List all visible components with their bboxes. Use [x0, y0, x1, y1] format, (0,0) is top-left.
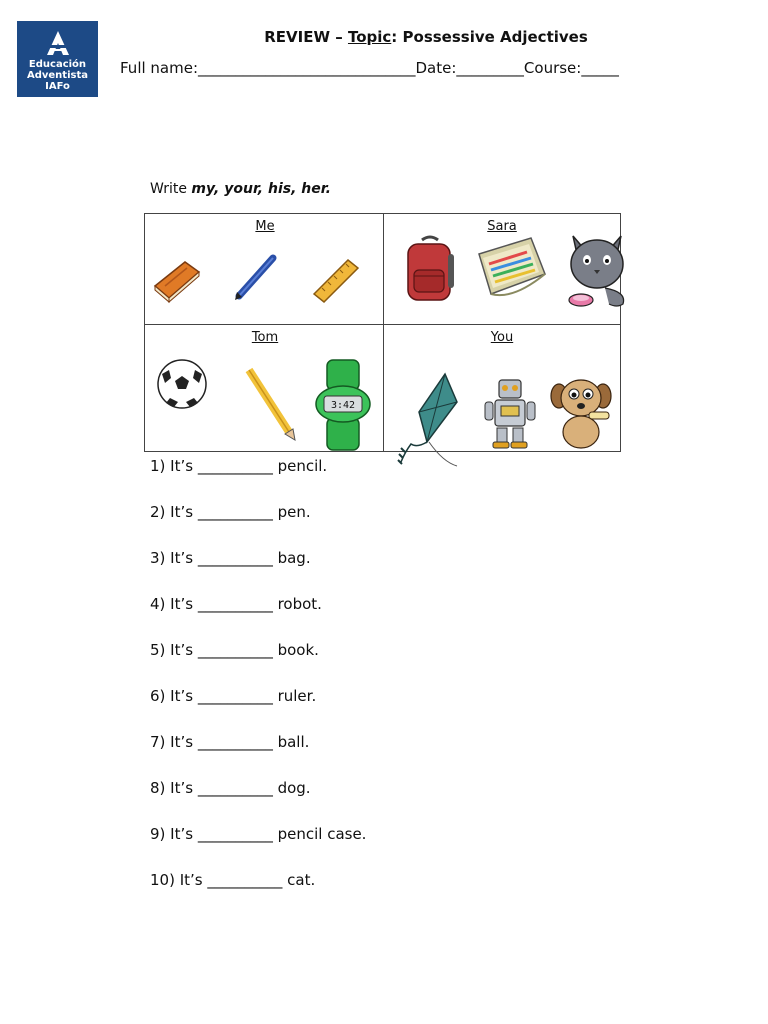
- cell-label-me: Me: [255, 219, 275, 234]
- question-item[interactable]: 4) It’s __________ robot.: [150, 595, 322, 613]
- backpack-icon: [402, 234, 458, 304]
- logo-line-3: IAFo: [45, 81, 70, 92]
- question-item[interactable]: 5) It’s __________ book.: [150, 641, 319, 659]
- watch-icon: [313, 358, 373, 452]
- question-item[interactable]: 8) It’s __________ dog.: [150, 779, 311, 797]
- question-item[interactable]: 9) It’s __________ pencil case.: [150, 825, 367, 843]
- logo-line-1: Educación: [28, 59, 87, 70]
- instruction-prefix: Write: [150, 181, 192, 197]
- instruction-words: my, your, his, her.: [191, 181, 331, 197]
- logo-line-2: Adventista: [26, 70, 88, 81]
- robot-icon: [481, 376, 539, 450]
- title-rest: : Possessive Adjectives: [391, 28, 588, 46]
- football-icon: [156, 358, 208, 410]
- picture-grid: [144, 213, 621, 452]
- school-logo: [17, 21, 98, 97]
- question-item[interactable]: 7) It’s __________ ball.: [150, 733, 310, 751]
- cell-label-tom: Tom: [251, 330, 279, 345]
- page-title: [120, 28, 732, 46]
- question-item[interactable]: 1) It’s __________ pencil.: [150, 457, 328, 475]
- book-icon: [151, 256, 203, 304]
- pencil-case-icon: [473, 234, 549, 304]
- pen-icon: [233, 252, 281, 302]
- title-prefix: REVIEW –: [264, 28, 348, 46]
- question-item[interactable]: 3) It’s __________ bag.: [150, 549, 311, 567]
- logo-a-icon: [46, 30, 70, 56]
- dog-icon: [549, 374, 613, 452]
- kite-icon: [397, 372, 463, 468]
- question-item[interactable]: 6) It’s __________ ruler.: [150, 687, 317, 705]
- ruler-icon: [310, 256, 362, 306]
- grid-divider-vertical: [383, 214, 384, 451]
- student-info-line[interactable]: Full name:_____________________________Date:_________Course:_____: [120, 59, 619, 77]
- cell-label-sara: Sara: [487, 219, 517, 234]
- instruction: [150, 181, 331, 197]
- pencil-icon: [243, 366, 299, 444]
- watch-time: 3:42: [330, 400, 356, 411]
- cell-label-you: You: [490, 330, 514, 345]
- question-item[interactable]: 2) It’s __________ pen.: [150, 503, 311, 521]
- grid-divider-horizontal: [145, 324, 620, 325]
- question-item[interactable]: 10) It’s __________ cat.: [150, 871, 316, 889]
- cat-icon: [565, 230, 629, 312]
- title-topic: Topic: [347, 28, 392, 46]
